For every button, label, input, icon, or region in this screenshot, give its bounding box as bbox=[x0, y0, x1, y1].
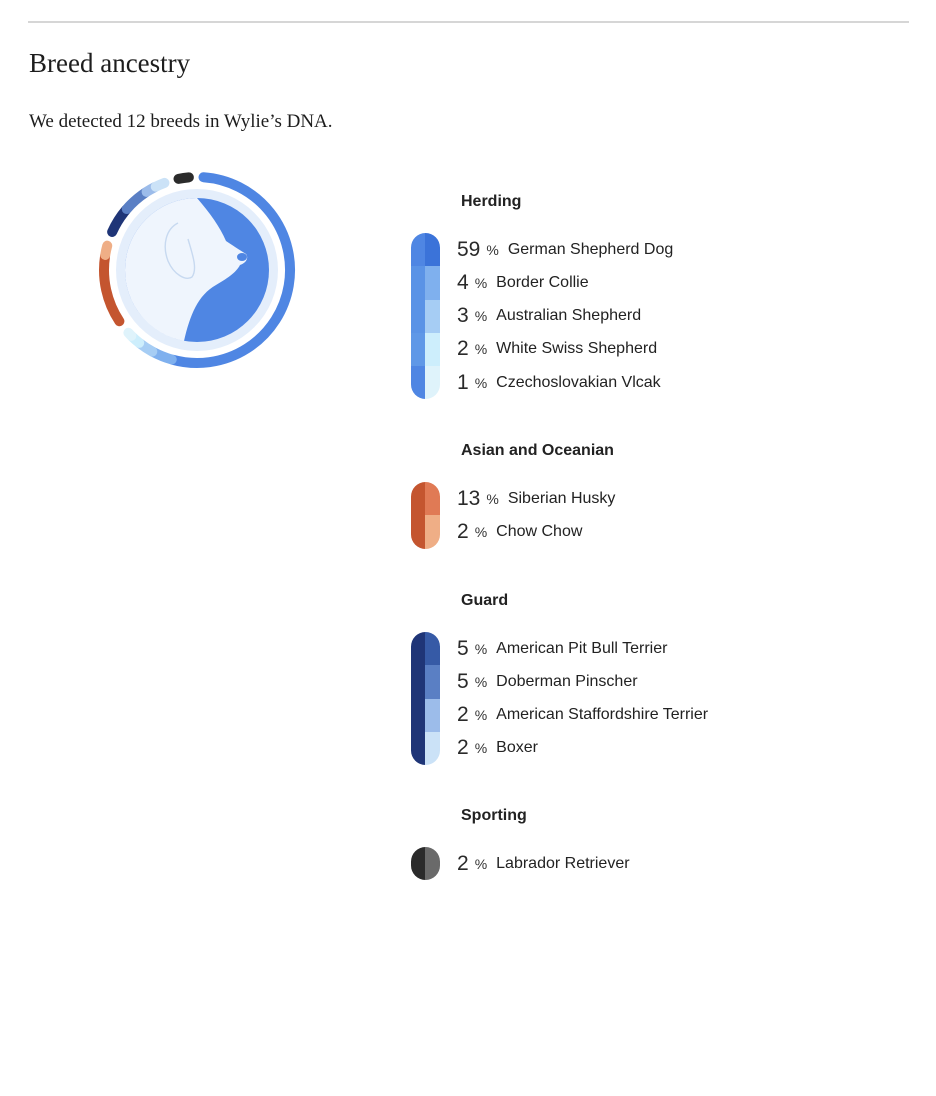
bar-segment bbox=[411, 333, 440, 366]
percent-sign: % bbox=[486, 490, 499, 507]
breed-row bbox=[457, 266, 673, 299]
percent-sign: % bbox=[474, 308, 488, 325]
bar-segment-left bbox=[411, 515, 425, 548]
bar-segment-right bbox=[425, 699, 440, 732]
percent-sign: % bbox=[474, 640, 488, 657]
breed-percent: 2 bbox=[457, 736, 469, 760]
breed-row bbox=[457, 366, 673, 399]
dog-nose bbox=[237, 253, 247, 261]
bar-segment-right bbox=[425, 632, 440, 665]
percent-sign: % bbox=[474, 523, 488, 540]
bar-segment-left bbox=[411, 266, 425, 299]
breed-name: Doberman Pinscher bbox=[496, 672, 638, 690]
bar-segment-right bbox=[425, 266, 440, 299]
breed-list bbox=[457, 632, 708, 765]
bar-segment bbox=[411, 366, 440, 399]
bar-segment bbox=[411, 632, 440, 665]
bar-segment-left bbox=[411, 333, 425, 366]
breed-name: Australian Shepherd bbox=[496, 307, 642, 325]
breed-row bbox=[457, 482, 615, 515]
breed-percent: 59 bbox=[457, 237, 481, 261]
percent-sign: % bbox=[474, 855, 488, 872]
breed-row bbox=[457, 699, 708, 732]
bar-segment-right bbox=[425, 333, 440, 366]
percent-sign: % bbox=[486, 241, 499, 258]
bar-segment-right bbox=[425, 233, 440, 266]
bar-segment-left bbox=[411, 699, 425, 732]
bar-segment-right bbox=[425, 847, 440, 880]
bar-segment-right bbox=[425, 732, 440, 765]
breed-name: German Shepherd Dog bbox=[507, 240, 674, 258]
breed-row bbox=[457, 233, 673, 266]
breed-list bbox=[457, 847, 630, 880]
breed-row bbox=[457, 515, 615, 548]
section-title: Breed ancestry bbox=[29, 48, 191, 78]
breed-percent: 4 bbox=[457, 270, 469, 294]
bar-segment-right bbox=[425, 515, 440, 548]
breed-row bbox=[457, 847, 630, 880]
percent-sign: % bbox=[474, 374, 488, 391]
breed-name: Labrador Retriever bbox=[496, 854, 630, 872]
donut-arc bbox=[105, 246, 107, 255]
bar-segment-right bbox=[425, 300, 440, 333]
percent-sign: % bbox=[474, 740, 488, 757]
bar-segment bbox=[411, 699, 440, 732]
breed-percent: 2 bbox=[457, 851, 469, 875]
donut-arc bbox=[156, 183, 165, 187]
bar-segment bbox=[411, 300, 440, 333]
top-divider bbox=[28, 21, 909, 23]
group-color-bar bbox=[411, 482, 440, 549]
bar-segment-right bbox=[425, 366, 440, 399]
group-title: Guard bbox=[461, 592, 509, 609]
breed-count-summary: We detected 12 breeds in Wylie’s DNA. bbox=[29, 111, 333, 132]
breed-percent: 2 bbox=[457, 337, 469, 361]
breed-row bbox=[457, 300, 673, 333]
percent-sign: % bbox=[474, 673, 488, 690]
breed-name: American Staffordshire Terrier bbox=[496, 706, 709, 724]
breed-percent: 1 bbox=[457, 370, 469, 394]
breed-percent: 2 bbox=[457, 703, 469, 727]
group-color-bar bbox=[411, 632, 440, 765]
bar-segment-right bbox=[425, 482, 440, 515]
breed-name: Border Collie bbox=[496, 273, 589, 291]
bar-segment-left bbox=[411, 847, 425, 880]
bar-segment bbox=[411, 233, 440, 266]
bar-segment bbox=[411, 847, 440, 880]
percent-sign: % bbox=[474, 274, 488, 291]
group-color-bar bbox=[411, 233, 440, 399]
breed-name: White Swiss Shepherd bbox=[496, 340, 658, 358]
bar-segment bbox=[411, 266, 440, 299]
breed-percent: 3 bbox=[457, 304, 469, 328]
bar-segment-left bbox=[411, 482, 425, 515]
bar-segment-left bbox=[411, 300, 425, 333]
breed-percent: 5 bbox=[457, 636, 469, 660]
breed-percent: 13 bbox=[457, 486, 481, 510]
donut-arc bbox=[128, 333, 131, 336]
bar-segment bbox=[411, 515, 440, 548]
bar-segment-left bbox=[411, 732, 425, 765]
breed-name: Chow Chow bbox=[496, 522, 583, 540]
breed-row bbox=[457, 333, 673, 366]
bar-segment-left bbox=[411, 665, 425, 698]
breed-row bbox=[457, 732, 708, 765]
breed-list bbox=[457, 482, 615, 549]
bar-segment-left bbox=[411, 632, 425, 665]
breed-percent: 5 bbox=[457, 669, 469, 693]
percent-sign: % bbox=[474, 707, 488, 724]
breed-name: Siberian Husky bbox=[507, 489, 616, 507]
ancestry-donut-chart bbox=[92, 165, 302, 375]
breed-row bbox=[457, 632, 708, 665]
bar-segment bbox=[411, 732, 440, 765]
bar-segment bbox=[411, 665, 440, 698]
breed-list bbox=[457, 233, 673, 399]
bar-segment-left bbox=[411, 233, 425, 266]
donut-arc bbox=[178, 177, 188, 179]
group-color-bar bbox=[411, 847, 440, 880]
percent-sign: % bbox=[474, 341, 488, 358]
group-title: Herding bbox=[461, 193, 522, 210]
breed-name: American Pit Bull Terrier bbox=[496, 639, 668, 657]
bar-segment-left bbox=[411, 366, 425, 399]
breed-name: Boxer bbox=[496, 739, 538, 757]
group-title: Asian and Oceanian bbox=[461, 442, 614, 459]
breed-percent: 2 bbox=[457, 519, 469, 543]
bar-segment bbox=[411, 482, 440, 515]
bar-segment-right bbox=[425, 665, 440, 698]
breed-row bbox=[457, 665, 708, 698]
breed-name: Czechoslovakian Vlcak bbox=[496, 373, 661, 391]
group-title: Sporting bbox=[461, 807, 527, 824]
